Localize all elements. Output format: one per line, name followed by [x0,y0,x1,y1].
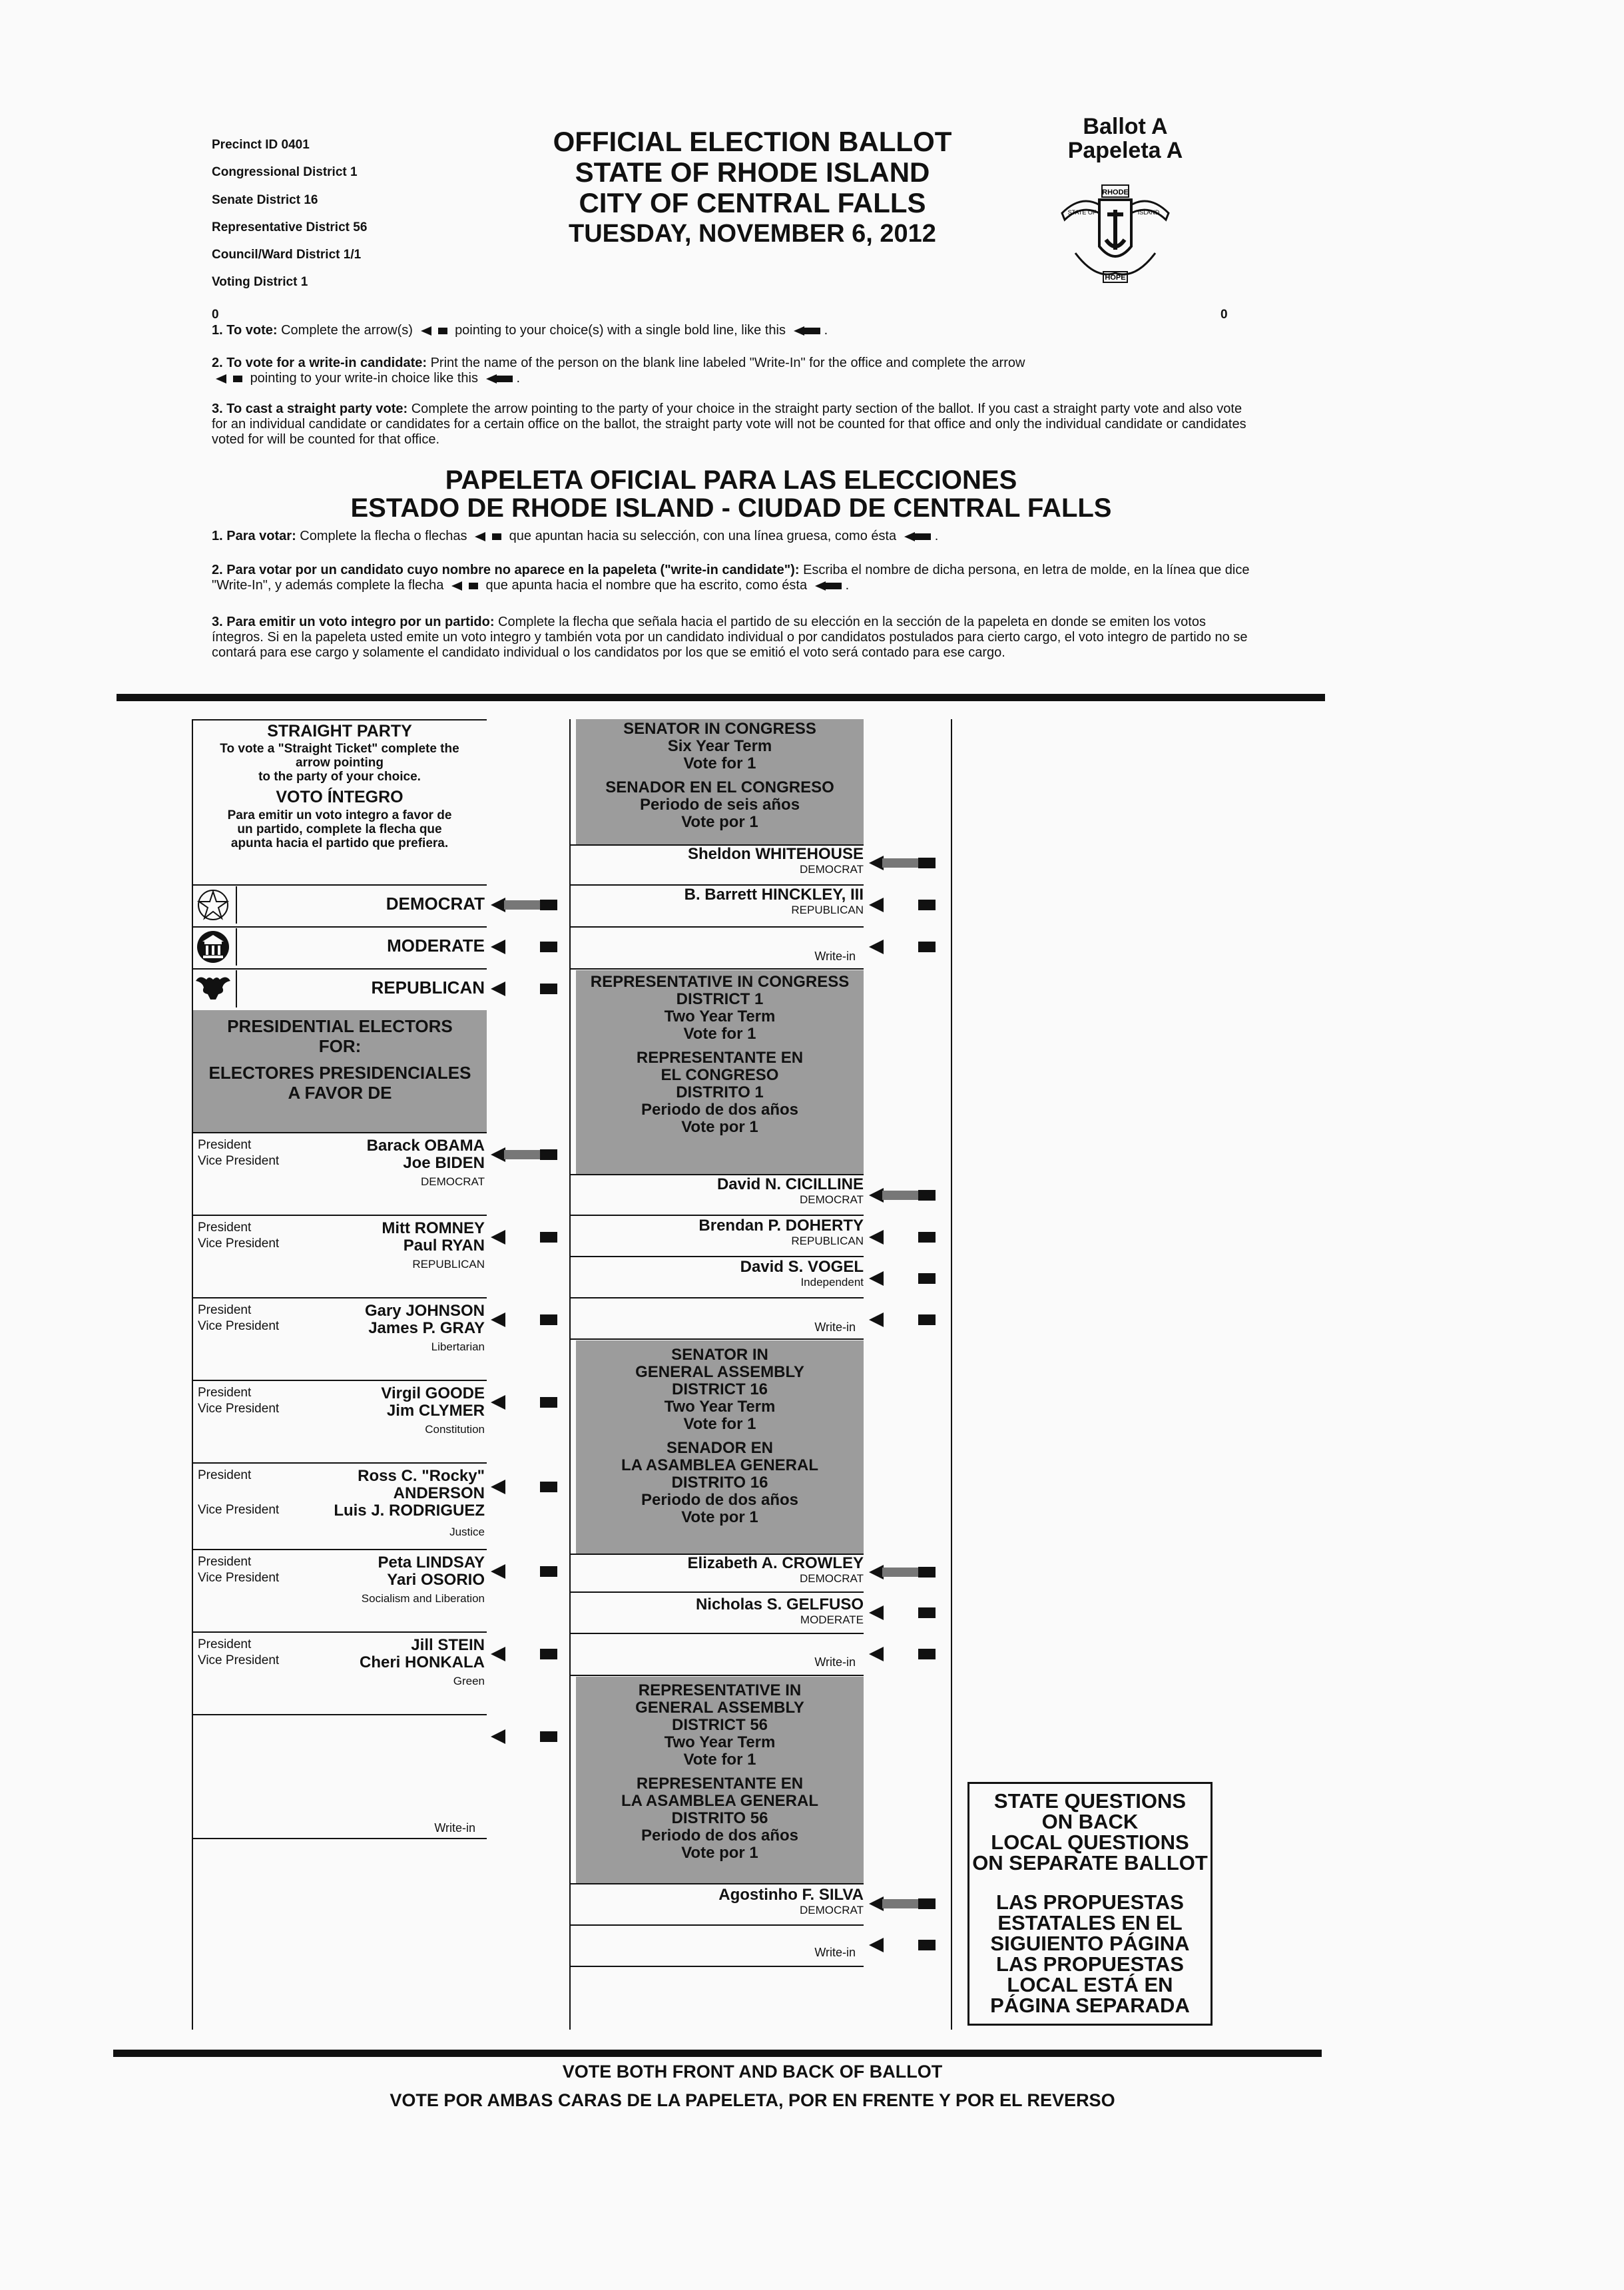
cicilline-arrow[interactable] [869,1188,936,1203]
ticket-party: DEMOCRAT [420,1175,485,1188]
senator-assembly-header: SENATOR IN GENERAL ASSEMBLY DISTRICT 16 Two Year Term Vote for 1 SENADOR EN LA ASAMBLEA GENERAL DISTRITO 16 Periodo de dos años Vote por 1 [621,1346,818,1526]
ticket-party: Green [453,1675,485,1687]
race-rule [571,1591,864,1593]
party-democrat: DEMOCRAT [386,894,485,914]
eagle-icon [193,970,237,1007]
straight-party-democrat-arrow[interactable] [491,898,557,912]
senator-congress-writein-arrow[interactable] [869,940,936,954]
candidate-silva: Agostinho F. SILVA [718,1886,864,1904]
completed-arrow-icon [486,374,513,384]
bottom-divider [113,2050,1322,2057]
presidential-writein-arrow[interactable] [491,1729,557,1744]
label-vice-president: Vice President [198,1402,280,1416]
senator-assembly-writein-label: Write-in [814,1655,856,1669]
label-vice-president: Vice President [198,1237,280,1251]
writein-line[interactable] [571,968,864,970]
ballot-letter: Ballot A [1083,114,1168,139]
race-rule [571,1924,864,1926]
completed-arrow-icon [794,326,820,336]
label-president: President [198,1303,252,1317]
rep-assembly-writein-label: Write-in [814,1946,856,1959]
ticket-obama-biden: Barack OBAMA Joe BIDEN [366,1137,485,1172]
footer-line-2: VOTE POR AMBAS CARAS DE LA PAPELETA, POR EN FRENTE Y POR EL REVERSO [390,2090,1115,2110]
party-republican: REPUBLICAN [371,978,485,998]
star-icon [193,886,237,924]
race-rule [571,1215,864,1216]
column-2-left-border [569,719,571,2030]
zero-marker-right: 0 [1220,308,1228,322]
instruccion-2: 2. Para votar por un candidato cuyo nombre no aparece en la papeleta ("write-in candidate"): Escriba el nombre de dicha persona, en letra de molde, en la línea que dice "Write-In", y además complete la flecha que apunta hacia el nombre que ha escrito, como ésta . [212,563,1250,593]
label-president: President [198,1221,252,1235]
congressional-district: Congressional District 1 [212,165,358,179]
writein-line[interactable] [571,1675,864,1676]
candidate-whitehouse: Sheldon WHITEHOUSE [688,845,864,863]
ticket-johnson-gray: Gary JOHNSON James P. GRAY [364,1302,485,1337]
presidential-writein-label: Write-in [434,1821,475,1835]
label-vice-president: Vice President [198,1571,280,1585]
party-moderate: MODERATE [387,936,485,956]
senator-assembly-writein-arrow[interactable] [869,1647,936,1661]
ticket-rule [192,1380,487,1381]
label-president: President [198,1386,252,1400]
party-row-rule [192,968,487,970]
race-rule [571,926,864,928]
hinckley-arrow[interactable] [869,898,936,912]
candidate-party: Independent [800,1276,864,1288]
ballot-letter-es: Papeleta A [1067,138,1183,163]
title-line-3: CITY OF CENTRAL FALLS [579,187,926,218]
completed-arrow-icon [904,532,931,541]
writein-line[interactable] [571,1338,864,1340]
arrow-icon [451,581,478,591]
rep-assembly-header: REPRESENTATIVE IN GENERAL ASSEMBLY DISTRICT 56 Two Year Term Vote for 1 REPRESENTANTE EN LA ASAMBLEA GENERAL DISTRITO 56 Periodo de dos años Vote por 1 [621,1681,818,1862]
state-questions-notice: STATE QUESTIONS ON BACK LOCAL QUESTIONS ON SEPARATE BALLOT LAS PROPUESTAS ESTATALES EN EL SIGUIENTO PÁGINA LAS PROPUESTAS LOCAL ESTÁ EN PÁGINA SEPARADA [967,1782,1213,2026]
instruction-3: 3. To cast a straight party vote: Complete the arrow pointing to the party of your choice in the straight party section of the ballot. If you cast a straight party vote and also vote for an individual candidate or candidates for a certain office on the ballot, the straight party vote will not be counted for that office and only the individual candidate or candidates voted for will be counted for that office. [212,402,1246,447]
ticket-stein-honkala: Jill STEIN Cheri HONKALA [359,1636,485,1671]
candidate-party: MODERATE [800,1613,864,1626]
straight-party-header: STRAIGHT PARTY [267,722,412,740]
label-president: President [198,1637,252,1651]
straight-party-moderate-arrow[interactable] [491,940,557,954]
title-line-2: STATE OF RHODE ISLAND [575,156,930,188]
race-rule [571,1256,864,1257]
label-vice-president: Vice President [198,1154,280,1168]
ticket-goode-clymer-arrow[interactable] [491,1395,557,1410]
label-vice-president: Vice President [198,1319,280,1333]
whitehouse-arrow[interactable] [869,856,936,870]
ticket-rule [192,1549,487,1550]
race-rule [571,1297,864,1298]
ticket-rule [192,1631,487,1633]
candidate-party: DEMOCRAT [799,863,864,876]
race-rule [571,1633,864,1634]
candidate-crowley: Elizabeth A. CROWLEY [687,1554,864,1572]
rep-congress-writein-arrow[interactable] [869,1312,936,1327]
straight-party-top-rule [192,719,487,720]
rep-congress-header: REPRESENTATIVE IN CONGRESS DISTRICT 1 Two Year Term Vote for 1 REPRESENTANTE EN EL CONGRESO DISTRITO 1 Periodo de dos años Vote por 1 [590,973,850,1136]
council-district: Council/Ward District 1/1 [212,248,362,262]
straight-party-republican-arrow[interactable] [491,982,557,996]
senator-congress-header: SENATOR IN CONGRESS Six Year Term Vote for 1 SENADOR EN EL CONGRESO Periodo de seis años Vote por 1 [605,720,834,831]
label-president: President [198,1138,252,1152]
candidate-party: REPUBLICAN [791,1235,864,1247]
ticket-party: REPUBLICAN [412,1258,485,1271]
ticket-rule [192,1462,487,1464]
label-vice-president: Vice President [198,1653,280,1667]
party-row-rule [192,884,487,886]
silva-arrow[interactable] [869,1896,936,1911]
title-line-4: TUESDAY, NOVEMBER 6, 2012 [569,220,936,248]
ticket-obama-biden-arrow[interactable] [491,1147,557,1162]
seal-bottom-text: HOPE [1105,274,1126,282]
column-3-left-border [951,719,952,2030]
candidate-cicilline: David N. CICILLINE [716,1175,864,1193]
instruction-2: 2. To vote for a write-in candidate: Print the name of the person on the blank line labeled "Write-In" for the office and complete the arrow pointing to your write-in choice like this . [212,356,1025,386]
ticket-lindsay-osorio: Peta LINDSAY Yari OSORIO [378,1554,485,1589]
party-row-rule [192,926,487,928]
arrow-icon [216,374,242,384]
top-divider [117,694,1325,701]
arrow-icon [421,326,447,336]
representative-district: Representative District 56 [212,220,368,234]
seal-left-text: STATE OF [1067,209,1097,216]
candidate-vogel: David S. VOGEL [740,1258,864,1276]
candidate-party: DEMOCRAT [799,1904,864,1916]
footer-line-1: VOTE BOTH FRONT AND BACK OF BALLOT [562,2062,943,2082]
candidate-party: DEMOCRAT [799,1572,864,1585]
candidate-party: REPUBLICAN [791,904,864,916]
writein-line[interactable] [571,1966,864,1967]
seal-top-text: RHODE [1102,188,1129,196]
ticket-rule [192,1215,487,1216]
straight-party-instruction: To vote a "Straight Ticket" complete the arrow pointing to the party of your choice. [220,742,459,784]
doherty-arrow[interactable] [869,1230,936,1245]
rep-assembly-writein-arrow[interactable] [869,1938,936,1952]
spanish-title-line-1: PAPELETA OFICIAL PARA LAS ELECCIONES [445,465,1017,495]
presidential-header: PRESIDENTIAL ELECTORS FOR: ELECTORES PRESIDENCIALES A FAVOR DE [208,1016,471,1103]
seal-right-text: ISLAND [1137,209,1160,216]
ticket-rule [192,1714,487,1715]
label-president: President [198,1468,252,1482]
ticket-johnson-gray-arrow[interactable] [491,1312,557,1327]
zero-marker-left: 0 [212,308,219,322]
ticket-anderson-rodriguez-arrow[interactable] [491,1480,557,1494]
candidate-gelfuso: Nicholas S. GELFUSO [695,1595,864,1613]
gelfuso-arrow[interactable] [869,1605,936,1620]
ticket-lindsay-osorio-arrow[interactable] [491,1564,557,1579]
race-rule [571,1883,864,1884]
ticket-party: Justice [449,1526,485,1538]
ticket-anderson-rodriguez: Ross C. "Rocky" ANDERSON Luis J. RODRIGUEZ [334,1467,485,1520]
label-president: President [198,1555,252,1569]
voto-integro-instruction: Para emitir un voto integro a favor de un partido, complete la flecha que apunta hacia el partido que prefiera. [227,808,452,850]
ticket-stein-honkala-arrow[interactable] [491,1647,557,1661]
writein-line[interactable] [192,1838,487,1839]
precinct-id: Precinct ID 0401 [212,138,310,152]
title-line-1: OFFICIAL ELECTION BALLOT [553,126,952,157]
ticket-romney-ryan: Mitt ROMNEY Paul RYAN [382,1219,485,1255]
instruccion-1: 1. Para votar: Complete la flecha o flechas que apuntan hacia su selección, con una línea gruesa, como ésta . [212,529,939,543]
rep-congress-writein-label: Write-in [814,1320,856,1334]
ticket-party: Libertarian [431,1340,485,1353]
candidate-doherty: Brendan P. DOHERTY [698,1217,864,1235]
senate-district: Senate District 16 [212,193,318,207]
crowley-arrow[interactable] [869,1565,936,1579]
building-icon [193,928,237,966]
vogel-arrow[interactable] [869,1271,936,1286]
candidate-party: DEMOCRAT [799,1193,864,1206]
arrow-icon [475,532,501,541]
instruction-1: 1. To vote: Complete the arrow(s) pointing to your choice(s) with a single bold line, like this . [212,323,828,338]
state-seal-icon [1055,173,1175,286]
ticket-rule [192,1132,487,1133]
ticket-party: Constitution [425,1423,485,1436]
senator-congress-writein-label: Write-in [814,950,856,963]
candidate-hinckley: B. Barrett HINCKLEY, III [684,886,864,904]
ticket-goode-clymer: Virgil GOODE Jim CLYMER [381,1384,485,1420]
completed-arrow-icon [815,581,842,591]
ticket-party: Socialism and Liberation [361,1592,485,1605]
label-vice-president: Vice President [198,1503,280,1517]
voto-integro-header: VOTO ÍNTEGRO [276,788,404,806]
spanish-title-line-2: ESTADO DE RHODE ISLAND - CIUDAD DE CENTRAL FALLS [350,493,1112,523]
voting-district: Voting District 1 [212,275,308,289]
ticket-romney-ryan-arrow[interactable] [491,1230,557,1245]
instruccion-3: 3. Para emitir un voto integro por un partido: Complete la flecha que señala hacia el partido de su elección en la sección de la papeleta en donde se emiten los votos íntegros. Si en la papeleta usted emite un voto integro y también vota por un candidato individual o por candidatos postulados para cierto cargo, el voto integro de partido no se contará para ese cargo y solamente el candidato individual o los candidatos por los que se emitió el voto será contado para ese cargo. [212,615,1248,660]
ticket-rule [192,1297,487,1298]
